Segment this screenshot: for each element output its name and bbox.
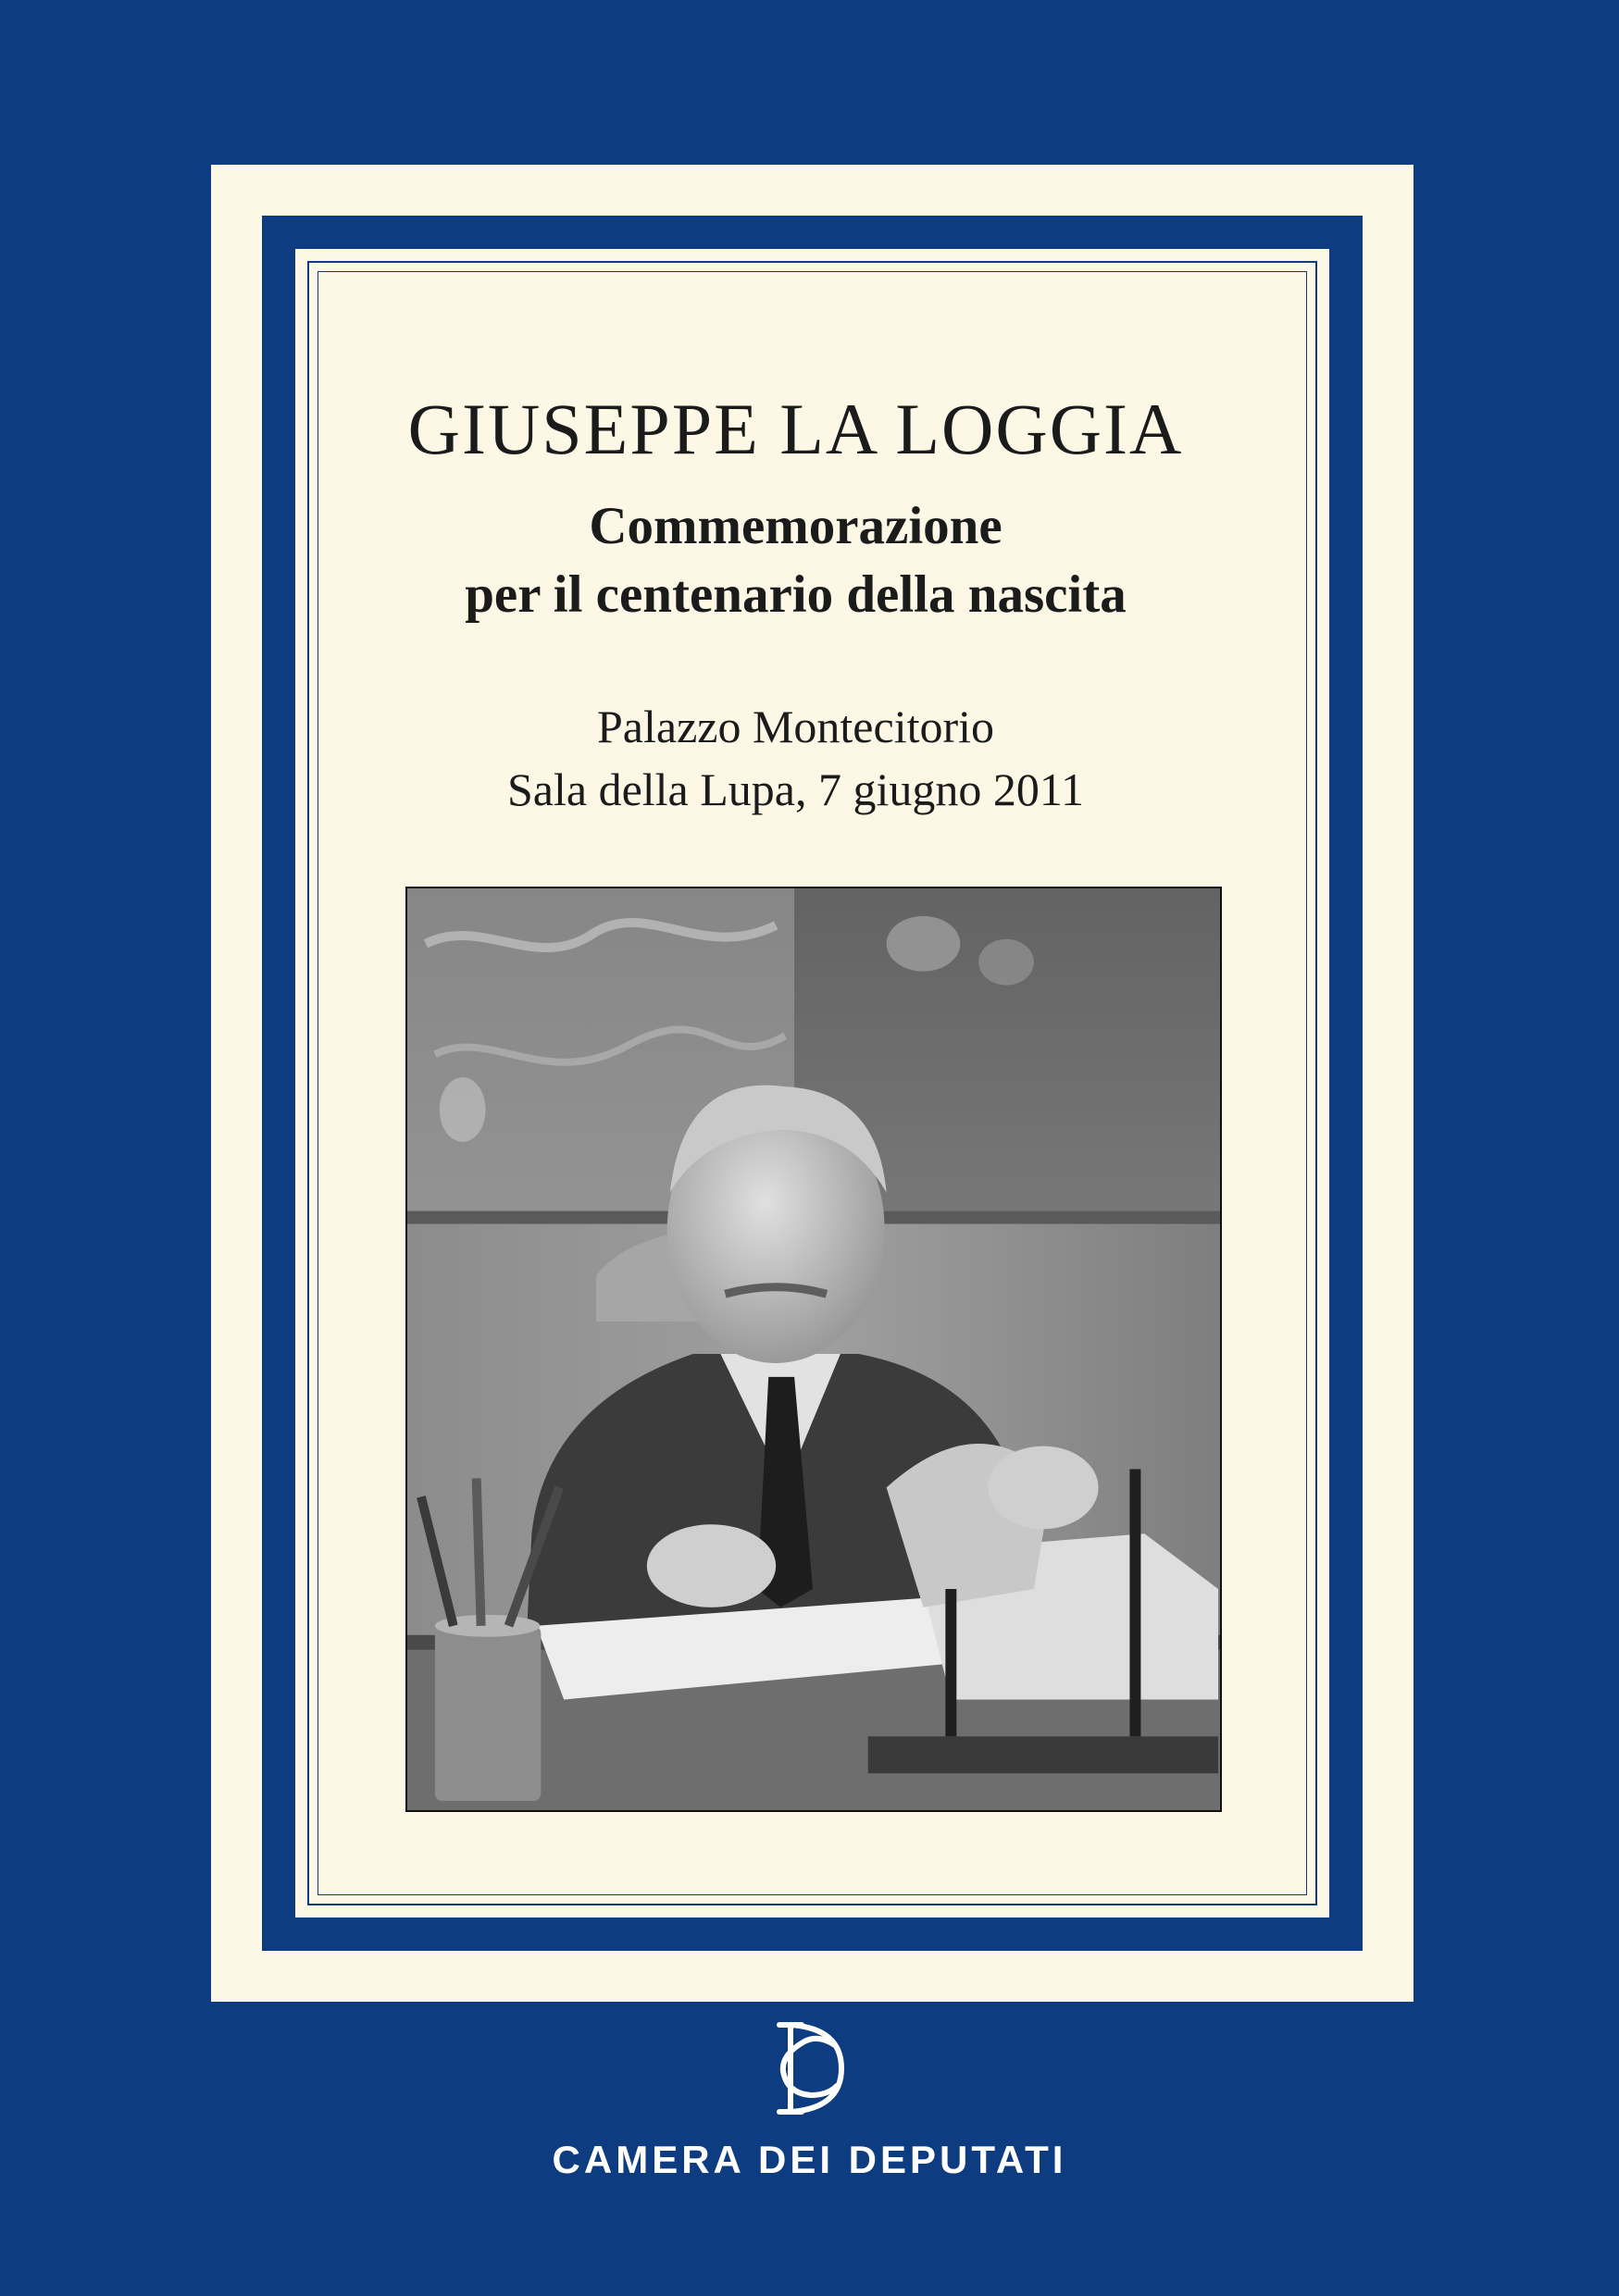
portrait-photo — [405, 887, 1222, 1812]
camera-dei-deputati-monogram-icon — [753, 2017, 865, 2119]
venue-line-1: Palazzo Montecitorio — [596, 701, 995, 752]
cover-title: GIUSEPPE LA LOGGIA — [407, 389, 1184, 469]
cover-subtitle — [295, 492, 1296, 629]
venue-info — [295, 695, 1296, 821]
subtitle-line-2: per il centenario della nascita — [465, 565, 1127, 624]
subtitle-line-1: Commemorazione — [589, 497, 1003, 555]
venue-line-2: Sala della Lupa, 7 giugno 2011 — [506, 763, 1085, 815]
portrait-illustration — [407, 888, 1220, 1810]
publisher-name: CAMERA DEI DEPUTATI — [552, 2138, 1067, 2181]
